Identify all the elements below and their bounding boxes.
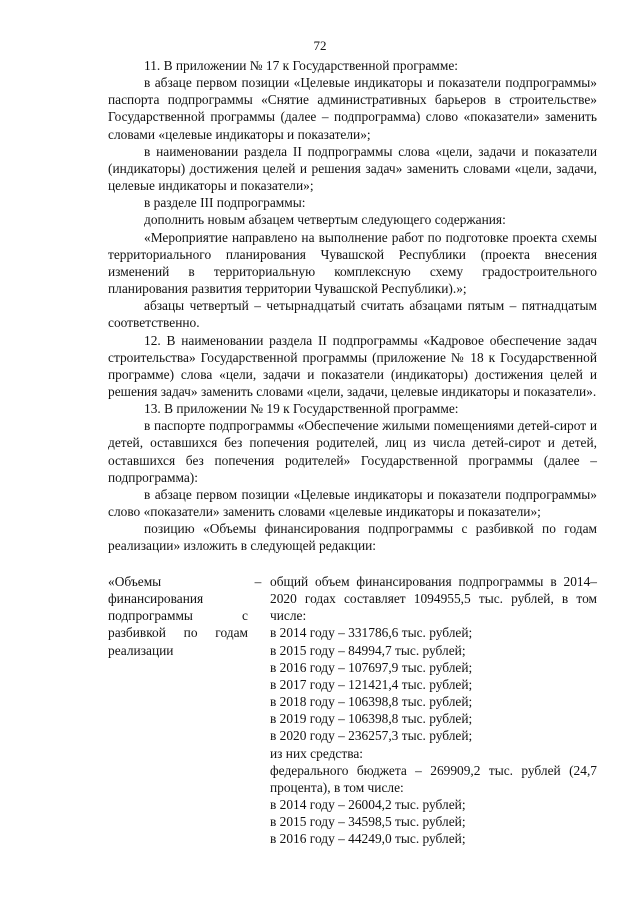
funding-year-line: в 2014 году – 26004,2 тыс. рублей; bbox=[270, 797, 466, 813]
paragraph: дополнить новым абзацем четвертым следующего содержания: bbox=[144, 212, 506, 228]
funding-year-line: в 2017 году – 121421,4 тыс. рублей; bbox=[270, 676, 473, 692]
paragraph: абзацы четвертый – четырнадцатый считать абзацами пятым – пятнадцатым соответственно. bbox=[108, 298, 597, 331]
funding-year-line: в 2016 году – 107697,9 тыс. рублей; bbox=[270, 659, 473, 675]
funding-year-line: в 2015 году – 34598,5 тыс. рублей; bbox=[270, 814, 466, 830]
paragraph: в разделе III подпрограммы: bbox=[144, 195, 306, 211]
funding-year-line: в 2018 году – 106398,8 тыс. рублей; bbox=[270, 694, 473, 710]
funding-year-line: в 2016 году – 44249,0 тыс. рублей; bbox=[270, 831, 466, 847]
funding-details bbox=[270, 573, 597, 848]
paragraph: в паспорте подпрограммы «Обеспечение жилыми помещениями детей-сирот и детей, оставшихся без попечения родителей, лиц из числа детей-сирот и детей, оставшихся без попечения родителей» Государственной программы (далее – подпрограмма): bbox=[108, 418, 597, 485]
document-body bbox=[108, 57, 597, 555]
paragraph: в абзаце первом позиции «Целевые индикаторы и показатели подпрограммы» паспорта подпрограммы «Снятие административных барьеров в строительстве» Государственной программы (далее – подпрограмма) слово «показатели» заменить словами «целевые индикаторы и показатели»; bbox=[108, 75, 597, 142]
funding-year-line: в 2019 году – 106398,8 тыс. рублей; bbox=[270, 711, 473, 727]
paragraph: в абзаце первом позиции «Целевые индикаторы и показатели подпрограммы» слово «показатели» заменить словами «целевые индикаторы и показатели»; bbox=[108, 486, 597, 520]
page-number: 72 bbox=[313, 38, 327, 53]
funding-label: «Объемы финансирования подпрограммы с разбивкой по годам реализации bbox=[108, 574, 248, 658]
paragraph-12: 12. В наименовании раздела II подпрограммы «Кадровое обеспечение задач строительства» Государственной программы (приложение № 18 к Государственной программе) слова «цели, задачи и показатели (индикаторы) достижения целей и решения задач» заменить словами «цели, задачи, целевые индикаторы и показатели». bbox=[108, 332, 597, 399]
funding-year-line: в 2014 году – 331786,6 тыс. рублей; bbox=[270, 625, 473, 641]
funding-year-line: в 2015 году – 84994,7 тыс. рублей; bbox=[270, 642, 466, 658]
funding-year-line: в 2020 году – 236257,3 тыс. рублей; bbox=[270, 728, 473, 744]
federal-budget-line: федерального бюджета – 269909,2 тыс. рублей (24,7 процента), в том числе: bbox=[270, 762, 597, 795]
paragraph: в наименовании раздела II подпрограммы слова «цели, задачи и показатели (индикаторы) достижения целей и решения задач» заменить словами «цели, задачи, целевые индикаторы и показатели»; bbox=[108, 143, 597, 194]
funding-sources-heading: из них средства: bbox=[270, 745, 364, 761]
paragraph-11: 11. В приложении № 17 к Государственной программе: bbox=[144, 58, 459, 73]
paragraph: позицию «Объемы финансирования подпрограммы с разбивкой по годам реализации» изложить в следующей редакции: bbox=[108, 521, 597, 554]
paragraph-13: 13. В приложении № 19 к Государственной программе: bbox=[144, 401, 459, 417]
quoted-paragraph: «Мероприятие направлено на выполнение работ по подготовке проекта схемы территориального планирования Чувашской Республики (проекта внесения изменений в территориальную комплексную схему градостроительного планирования развития территории Чувашской Республики).»; bbox=[108, 229, 597, 297]
dash-separator: – bbox=[254, 574, 262, 589]
funding-total: общий объем финансирования подпрограммы в 2014–2020 годах составляет 1094955,5 тыс. рублей, в том числе: bbox=[270, 574, 597, 624]
